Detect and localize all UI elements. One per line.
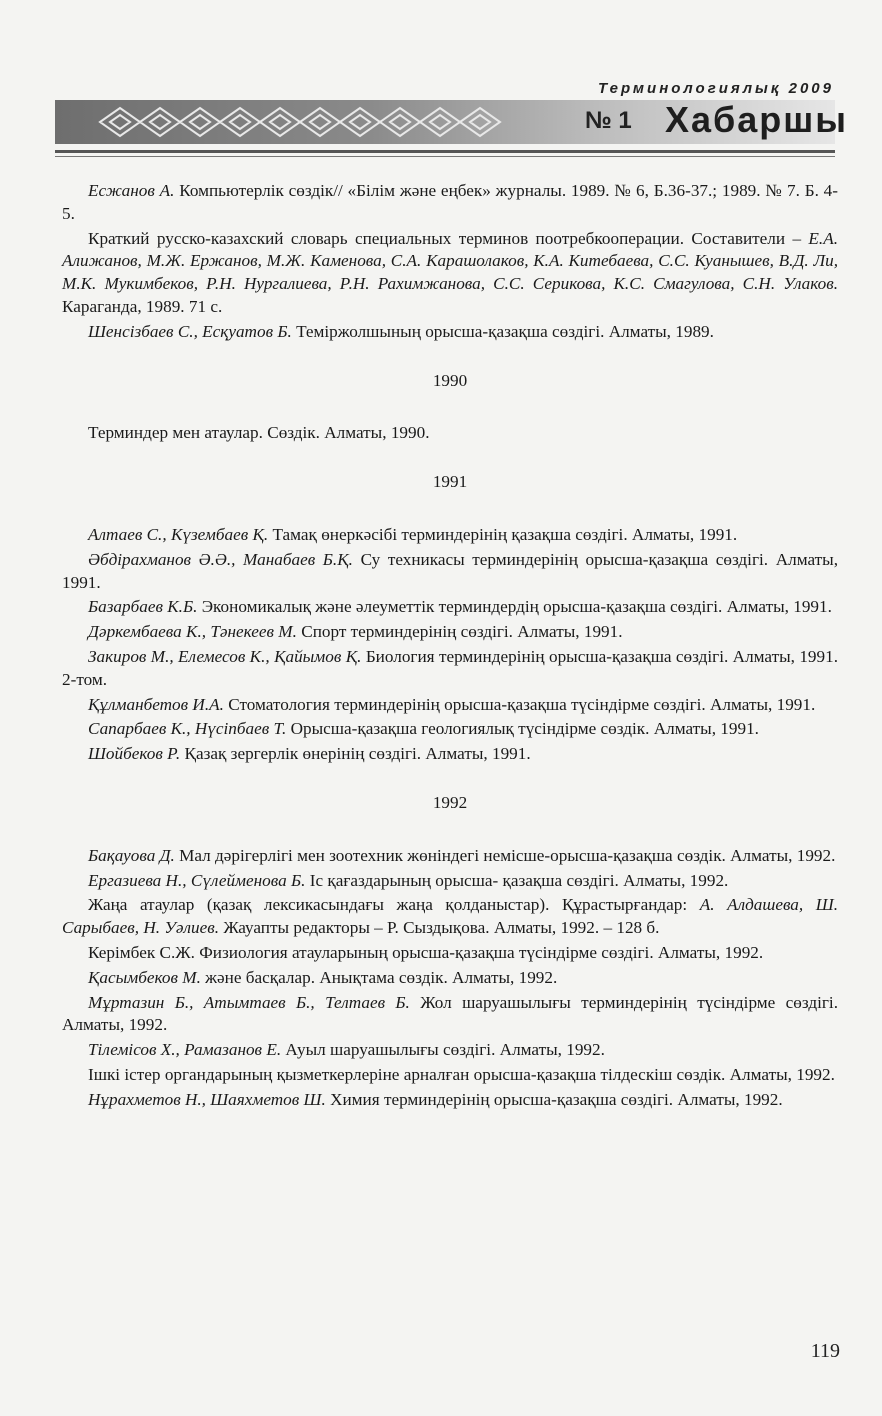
entry-text: Орысша-қазақша геологиялық түсіндірме сөздік. Алматы, 1991. [286, 719, 759, 739]
bibliography-entry [62, 1039, 838, 1062]
entry-author: Есжанов А. [88, 181, 175, 200]
bibliography-entry [62, 422, 838, 445]
entry-text: Қазақ зергерлік өнерінің сөздігі. Алматы, 1991. [180, 744, 531, 764]
year-heading: 1990 [432, 370, 468, 390]
entry-text: Стоматология терминдерінің орысша-қазақша түсіндірме сөздігі. Алматы, 1991. [223, 694, 816, 714]
entry-text: және басқалар. Анықтама сөздік. Алматы, 1992. [200, 967, 558, 987]
entry-text: Жол шаруашылығы терминдерінің түсіндірме сөздігі. Алматы, 1992. [62, 992, 838, 1035]
entry-text: Жауапты редакторы – Р. Сыздықова. Алматы, 1992. – 128 б. [219, 918, 660, 938]
entry-author: Шойбеков Р. [88, 744, 181, 764]
bibliography-list [62, 178, 838, 1112]
journal-title: Хабаршы [665, 99, 849, 140]
entry-text: Су техникасы терминдерінің орысша-қазақша сөздігі. Алматы, 1991. [62, 549, 838, 592]
bibliography-entry [62, 718, 838, 741]
entry-author: А. Алдашева, Ш. Сарыбаев, Н. Уәлиев. [62, 895, 838, 938]
entry-text: Ауыл шаруашылығы сөздігі. Алматы, 1992. [281, 1040, 605, 1060]
year-heading: 1992 [432, 792, 468, 812]
entry-author: Базарбаев К.Б. [88, 597, 198, 617]
bibliography-entry [62, 967, 838, 990]
entry-author: Нұрахметов Н., Шаяхметов Ш. [88, 1089, 326, 1109]
header-rule-thin [55, 156, 835, 157]
entry-text: Терминдер мен атаулар. Сөздік. Алматы, 1990. [88, 423, 430, 443]
entry-text: Мал дәрігерлігі мен зоотехник жөніндегі немісше-орысша-қазақша сөздік. Алматы, 1992. [174, 845, 836, 865]
bibliography-entry [62, 621, 838, 644]
entry-text: Экономикалық және әлеуметтік терминдердің орысша-қазақша сөздігі. Алматы, 1991. [197, 597, 832, 617]
entry-author: Алтаев С., Күзембаев Қ. [88, 524, 269, 544]
entry-text: Ішкі істер органдарының қызметкерлеріне арналған орысша-қазақша тілдескіш сөздік. Алматы, 1992. [88, 1064, 835, 1084]
entry-author: Қасымбеков М. [88, 967, 201, 987]
entry-text: Биология терминдерінің орысша-қазақша сөздігі. Алматы, 1991. 2-том. [62, 646, 838, 689]
entry-text: Компьютерлік сөздік// «Білім және еңбек» журналы. 1989. № 6, Б.36-37.; 1989. № 7. Б. 4-5. [62, 181, 838, 223]
bibliography-entry [62, 992, 838, 1038]
entry-author: Бақауова Д. [88, 845, 175, 865]
page-number: 119 [810, 1340, 840, 1362]
bibliography-entry [62, 1064, 838, 1087]
bibliography-entry [62, 942, 838, 965]
entry-author: Закиров М., Елемесов К., Қайымов Қ. [88, 646, 362, 666]
bibliography-entry [62, 646, 838, 692]
entry-author: Тілемісов Х., Рамазанов Е. [88, 1040, 282, 1060]
entry-author: Ергазиева Н., Сүлейменова Б. [88, 870, 306, 890]
entry-text: Спорт терминдерінің сөздігі. Алматы, 1991. [296, 622, 623, 642]
bibliography-entry [62, 870, 838, 893]
entry-text: Жаңа атаулар (қазақ лексикасындағы жаңа қолданыстар). Құрастырғандар: [88, 895, 700, 915]
year-heading: 1991 [432, 472, 468, 492]
entry-text: Теміржолшының орысша-қазақша сөздігі. Алматы, 1989. [291, 321, 714, 341]
entry-text: Химия терминдерінің орысша-қазақша сөздігі. Алматы, 1992. [325, 1089, 783, 1109]
entry-text: Краткий русско-казахский словарь специальных терминов поотребкооперации. Составители – [88, 228, 809, 248]
entry-author: Мұртазин Б., Атымтаев Б., Телтаев Б. [88, 992, 410, 1012]
bibliography-entry [62, 596, 838, 619]
entry-text: Керімбек С.Ж. Физиология атауларының орысша-қазақша түсіндірме сөздігі. Алматы, 1992. [88, 942, 764, 962]
bibliography-entry [62, 549, 838, 595]
entry-author: Е.А. Алижанов, М.Ж. Ержанов, М.Ж. Каменова, С.А. Карашолаков, К.А. Китебаева, С.С. Куанышев, В.Д. Ли, М.К. Мукимбеков, Р.Н. Нургалиева, Р.Н. Рахимжанова, С.С. Серикова, К.С. Смагулова, С.Н. Улаков. [62, 228, 838, 294]
ornament-pattern-icon [95, 104, 525, 140]
bibliography-entry [62, 894, 838, 940]
bibliography-entry [62, 1089, 838, 1112]
issue-number: № 1 [585, 107, 632, 134]
entry-text: Караганда, 1989. 71 с. [62, 296, 223, 316]
bibliography-entry [62, 524, 838, 547]
entry-author: Шенсізбаев С., Есқуатов Б. [88, 321, 292, 341]
header-rule [55, 150, 835, 153]
bibliography-entry [62, 180, 838, 226]
bibliography-entry [62, 694, 838, 717]
journal-name: Терминологиялық 2009 [598, 80, 834, 97]
entry-author: Сапарбаев К., Нүсіпбаев Т. [88, 719, 287, 739]
entry-author: Құлманбетов И.А. [88, 694, 224, 714]
entry-author: Дәркембаева К., Тәнекеев М. [88, 622, 297, 642]
entry-text: Тамақ өнеркәсібі терминдерінің қазақша сөздігі. Алматы, 1991. [268, 524, 738, 544]
bibliography-entry [62, 228, 838, 319]
bibliography-entry [62, 321, 838, 344]
bibliography-entry [62, 845, 838, 868]
bibliography-entry [62, 743, 838, 766]
entry-text: Іс қағаздарының орысша- қазақша сөздігі. Алматы, 1992. [305, 870, 729, 890]
entry-author: Әбдірахманов Ә.Ә., Манабаев Б.Қ. [88, 549, 353, 569]
